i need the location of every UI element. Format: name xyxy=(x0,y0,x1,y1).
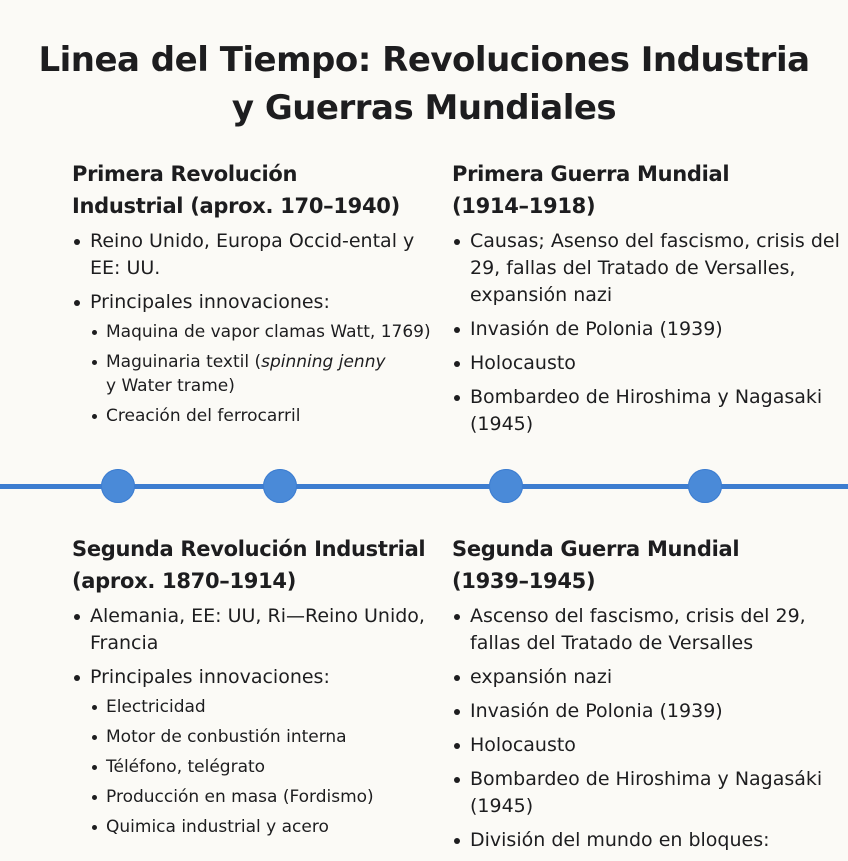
sub-item-italic: spinning jenny xyxy=(261,352,386,372)
list-item-label: Principales innovaciones: xyxy=(90,291,330,313)
sub-list xyxy=(90,320,442,428)
section-title xyxy=(72,533,442,597)
list-item: expansión nazi xyxy=(452,664,842,691)
section-title xyxy=(452,533,842,597)
list-item: Reino Unido, Europa Occid-ental y EE: UU. xyxy=(72,228,442,282)
bullet-list xyxy=(72,603,442,839)
section-title-line-2: (aprox. 1870–1914) xyxy=(72,569,297,593)
timeline-node xyxy=(489,469,523,503)
section-segunda-guerra xyxy=(452,533,842,861)
list-item-label: Principales innovaciones: xyxy=(90,666,330,688)
title-line-2: y Guerras Mundiales xyxy=(231,88,617,128)
section-title xyxy=(72,158,442,222)
sub-list xyxy=(90,695,442,839)
page-title xyxy=(0,36,848,132)
list-item: Ascenso del fascismo, crisis del 29, fallas del Tratado de Versalles xyxy=(452,603,842,657)
sub-item: Creación del ferrocarril xyxy=(90,404,442,428)
bullet-list xyxy=(452,603,842,854)
list-item: Holocausto xyxy=(452,350,842,377)
sub-item: Maquina de vapor clamas Watt, 1769) xyxy=(90,320,442,344)
sub-item: Quimica industrial y acero xyxy=(90,815,442,839)
sub-item xyxy=(90,350,442,398)
section-primera-revolucion xyxy=(72,158,442,435)
section-primera-guerra xyxy=(452,158,842,445)
list-item: Alemania, EE: UU, Ri—Reino Unido, Francia xyxy=(72,603,442,657)
list-item xyxy=(72,289,442,428)
sub-item: Producción en masa (Fordismo) xyxy=(90,785,442,809)
section-segunda-revolucion xyxy=(72,533,442,846)
sub-item: Motor de conbustión interna xyxy=(90,725,442,749)
section-title-line-1: Primera Revolución xyxy=(72,162,298,186)
timeline-node xyxy=(688,469,722,503)
section-title-line-2: (1939–1945) xyxy=(452,569,596,593)
section-title-line-1: Primera Guerra Mundial xyxy=(452,162,730,186)
list-item: Holocausto xyxy=(452,732,842,759)
list-item: Causas; Asenso del fascismo, crisis del 29, fallas del Tratado de Versalles, expansión nazi xyxy=(452,228,842,309)
list-item xyxy=(72,664,442,839)
list-item: Bombardeo de Hiroshima y Nagasaki (1945) xyxy=(452,384,842,438)
section-title-line-2: Industrial (aprox. 170–1940) xyxy=(72,194,400,218)
sub-item-text: Maguinaria textil ( xyxy=(106,352,262,372)
section-title-line-1: Segunda Guerra Mundial xyxy=(452,537,740,561)
list-item: Bombardeo de Hiroshima y Nagasáki (1945) xyxy=(452,766,842,820)
bullet-list xyxy=(452,228,842,438)
section-title-line-1: Segunda Revolución Industrial xyxy=(72,537,426,561)
sub-item: Téléfono, telégrato xyxy=(90,755,442,779)
timeline-node xyxy=(263,469,297,503)
bullet-list xyxy=(72,228,442,428)
title-line-1: Linea del Tiempo: Revoluciones Industria xyxy=(38,40,810,80)
list-item: Invasión de Polonia (1939) xyxy=(452,698,842,725)
list-item: División del mundo en bloques: xyxy=(452,827,842,854)
sub-item-text: y Water trame) xyxy=(106,376,235,396)
sub-item: Electricidad xyxy=(90,695,442,719)
timeline-node xyxy=(101,469,135,503)
list-item: Invasión de Polonia (1939) xyxy=(452,316,842,343)
section-title-line-2: (1914–1918) xyxy=(452,194,596,218)
section-title xyxy=(452,158,842,222)
